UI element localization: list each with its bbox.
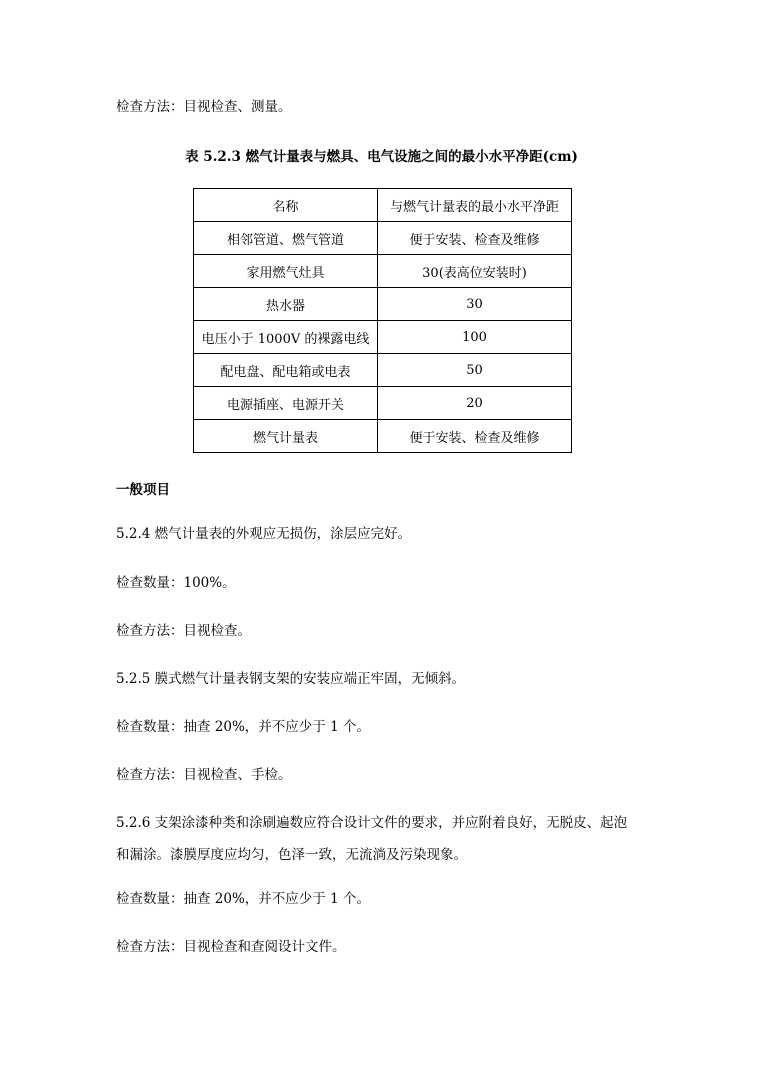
clause-5-2-5: 5.2.5 膜式燃气计量表钢支架的安装应端正牢固，无倾斜。 [116, 671, 466, 687]
table-cell-distance: 50 [378, 354, 572, 387]
inspection-method-line: 检查方法：目视检查。 [116, 623, 251, 639]
table-row [194, 288, 572, 321]
inspection-method-line: 检查方法：目视检查、手检。 [116, 767, 292, 783]
table-cell-name: 相邻管道、燃气管道 [194, 222, 378, 255]
inspection-quantity-line: 检查数量：抽查 20%，并不应少于 1 个。 [116, 719, 370, 735]
table-row [194, 321, 572, 354]
table-cell-name: 电压小于 1000V 的裸露电线 [194, 321, 378, 354]
table-cell-name: 电源插座、电源开关 [194, 387, 378, 420]
table-cell-distance: 便于安装、检查及维修 [378, 420, 572, 453]
column-header-name: 名称 [194, 189, 378, 222]
table-cell-distance: 30 [378, 288, 572, 321]
inspection-quantity-line: 检查数量：抽查 20%，并不应少于 1 个。 [116, 891, 370, 907]
table-row [194, 255, 572, 288]
inspection-method-line: 检查方法：目视检查和查阅设计文件。 [116, 939, 346, 955]
clause-5-2-6: 5.2.6 支架涂漆种类和涂刷遍数应符合设计文件的要求，并应附着良好，无脱皮、起泡和漏涂。漆膜厚度应均匀，色泽一致，无流淌及污染现象。 [116, 815, 628, 863]
table-cell-distance: 20 [378, 387, 572, 420]
table-header-row [194, 189, 572, 222]
table-cell-name: 燃气计量表 [194, 420, 378, 453]
column-header-distance: 与燃气计量表的最小水平净距 [378, 189, 572, 222]
inspection-quantity-line: 检查数量：100%。 [116, 575, 236, 591]
table-row [194, 420, 572, 453]
section-heading: 一般项目 [116, 482, 170, 498]
table-cell-name: 配电盘、配电箱或电表 [194, 354, 378, 387]
table-cell-distance: 30(表高位安装时) [378, 255, 572, 288]
table-row [194, 222, 572, 255]
table-cell-name: 家用燃气灶具 [194, 255, 378, 288]
table-row [194, 387, 572, 420]
table-caption: 表 5.2.3 燃气计量表与燃具、电气设施之间的最小水平净距(cm) [185, 149, 578, 165]
table-row [194, 354, 572, 387]
table-cell-distance: 便于安装、检查及维修 [378, 222, 572, 255]
clearance-table [193, 188, 572, 453]
table-cell-name: 热水器 [194, 288, 378, 321]
table-cell-distance: 100 [378, 321, 572, 354]
inspection-method-line: 检查方法：目视检查、测量。 [116, 99, 292, 115]
clause-5-2-4: 5.2.4 燃气计量表的外观应无损伤，涂层应完好。 [116, 526, 412, 542]
